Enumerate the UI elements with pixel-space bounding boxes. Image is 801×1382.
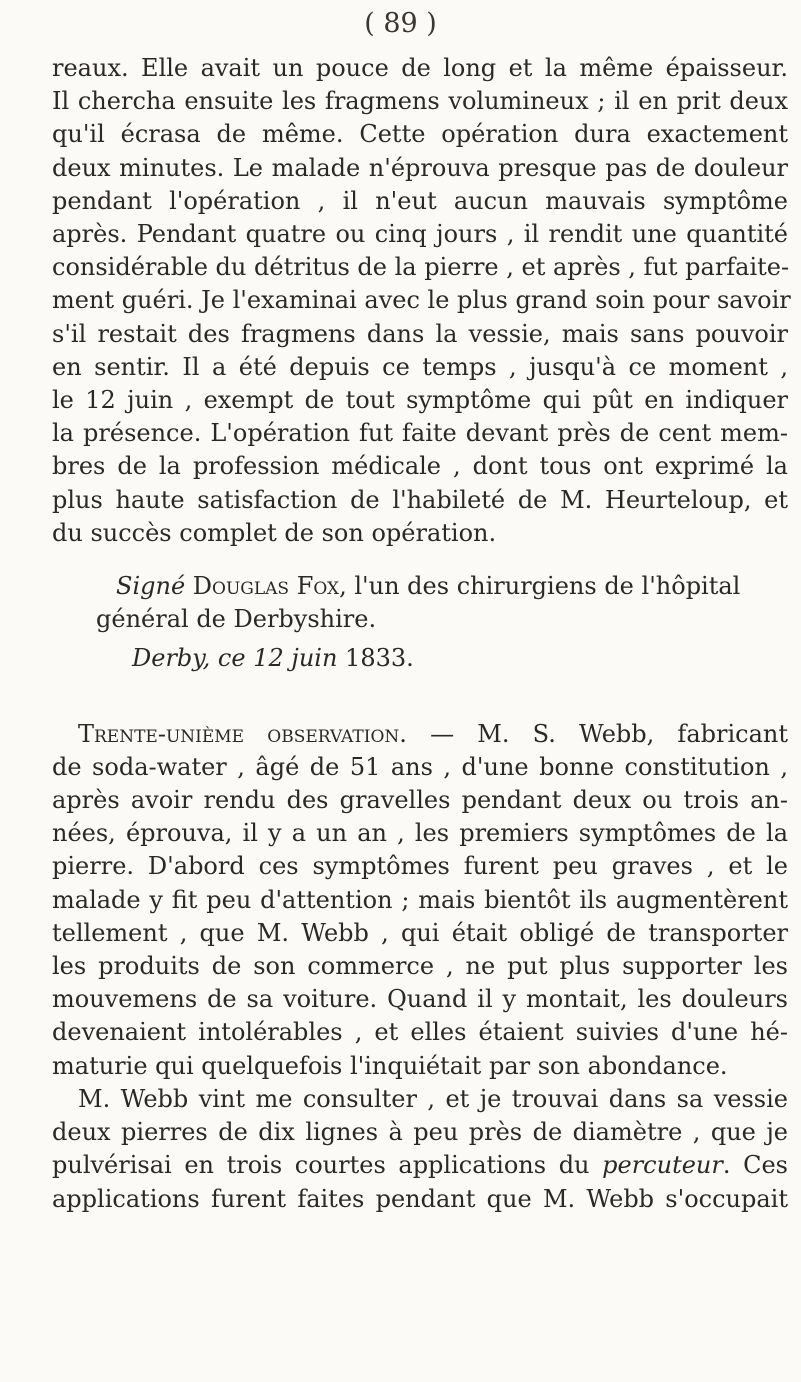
text-line: mouvemens de sa voiture. Quand il y montait, les douleurs bbox=[52, 985, 788, 1014]
signer-name: Douglas Fox bbox=[192, 572, 340, 601]
page-body bbox=[52, 52, 791, 1216]
signature-line bbox=[52, 570, 788, 603]
text-line: pendant l'opération , il n'eut aucun mauvais symptôme bbox=[52, 186, 788, 215]
text-line: maturie qui quelquefois l'inquiétait par son abondance. bbox=[52, 1051, 728, 1080]
text-line: s'il restait des fragmens dans la vessie, mais sans pouvoir bbox=[52, 319, 788, 348]
text-line: considérable du détritus de la pierre , et après , fut parfaite- bbox=[52, 253, 790, 282]
text-line: le 12 juin , exempt de tout symptôme qui pût en indiquer bbox=[52, 386, 788, 415]
paragraph-observation bbox=[52, 718, 788, 1083]
date-prefix: , ce bbox=[202, 644, 246, 673]
text-line: plus haute satisfaction de l'habileté de M. Heurteloup, et bbox=[52, 485, 788, 514]
signer-title: , l'un des chirurgiens de l'hôpital bbox=[339, 572, 741, 601]
text-line: bres de la profession médicale , dont tous ont exprimé la bbox=[52, 452, 788, 481]
italic-term: percuteur bbox=[602, 1151, 723, 1180]
text-line: malade y fit peu d'attention ; mais bientôt ils augmentèrent bbox=[52, 885, 788, 914]
text-line: deux minutes. Le malade n'éprouva presque pas de douleur bbox=[52, 153, 788, 182]
signed-label: Signé bbox=[116, 572, 186, 601]
text-line: la présence. L'opération fut faite devant près de cent mem- bbox=[52, 419, 788, 448]
text-line: Il chercha ensuite les fragmens volumineux ; il en prit deux bbox=[52, 87, 788, 116]
observation-heading: Trente-unième observation. bbox=[78, 719, 407, 748]
signature-date-line bbox=[52, 642, 788, 675]
text-line: ment guéri. Je l'examinai avec le plus grand soin pour savoir bbox=[52, 286, 791, 315]
text-line: devenaient intolérables , et elles étaient suivies d'une hé- bbox=[52, 1018, 788, 1047]
text-line: deux pierres de dix lignes à peu près de diamètre , que je bbox=[52, 1118, 788, 1147]
signature-block bbox=[52, 570, 788, 676]
text-line: M. Webb vint me consulter , et je trouvai dans sa vessie bbox=[78, 1084, 788, 1113]
heading-dash: — bbox=[406, 719, 478, 748]
text-line: après avoir rendu des gravelles pendant deux ou trois an- bbox=[52, 786, 788, 815]
signature-date: 12 juin bbox=[253, 644, 338, 673]
text-fragment: M. S. Webb, fabricant bbox=[477, 719, 788, 748]
signature-line: général de Derbyshire. bbox=[96, 605, 377, 634]
text-line: applications furent faites pendant que M. Webb s'occupait bbox=[52, 1184, 788, 1213]
paragraph-treatment bbox=[52, 1083, 788, 1216]
text-line: du succès complet de son opération. bbox=[52, 518, 497, 547]
text-line bbox=[52, 1149, 788, 1182]
signature-year: 1833. bbox=[345, 644, 414, 673]
signature-place: Derby bbox=[132, 644, 203, 673]
page-number: ( 89 ) bbox=[364, 8, 437, 39]
text-line: reaux. Elle avait un pouce de long et la même épaisseur. bbox=[52, 54, 788, 82]
text-line: les produits de son commerce , ne put plus supporter les bbox=[52, 952, 788, 981]
text-line: tellement , que M. Webb , qui était obligé de transporter bbox=[52, 918, 788, 947]
text-line: pierre. D'abord ces symptômes furent peu graves , et le bbox=[52, 852, 788, 881]
text-line: après. Pendant quatre ou cinq jours , il rendit une quantité bbox=[52, 220, 788, 249]
text-line: en sentir. Il a été depuis ce temps , jusqu'à ce moment , bbox=[52, 352, 788, 381]
text-fragment: . Ces bbox=[722, 1151, 788, 1180]
observation-first-line bbox=[52, 718, 788, 751]
paragraph-case-report bbox=[52, 52, 791, 550]
text-line: qu'il écrasa de même. Cette opération dura exactement bbox=[52, 120, 788, 149]
text-fragment: pulvérisai en trois courtes applications du bbox=[52, 1151, 590, 1180]
text-line: nées, éprouva, il y a un an , les premiers symptômes de la bbox=[52, 819, 788, 848]
text-line: de soda-water , âgé de 51 ans , d'une bonne constitution , bbox=[52, 752, 788, 781]
